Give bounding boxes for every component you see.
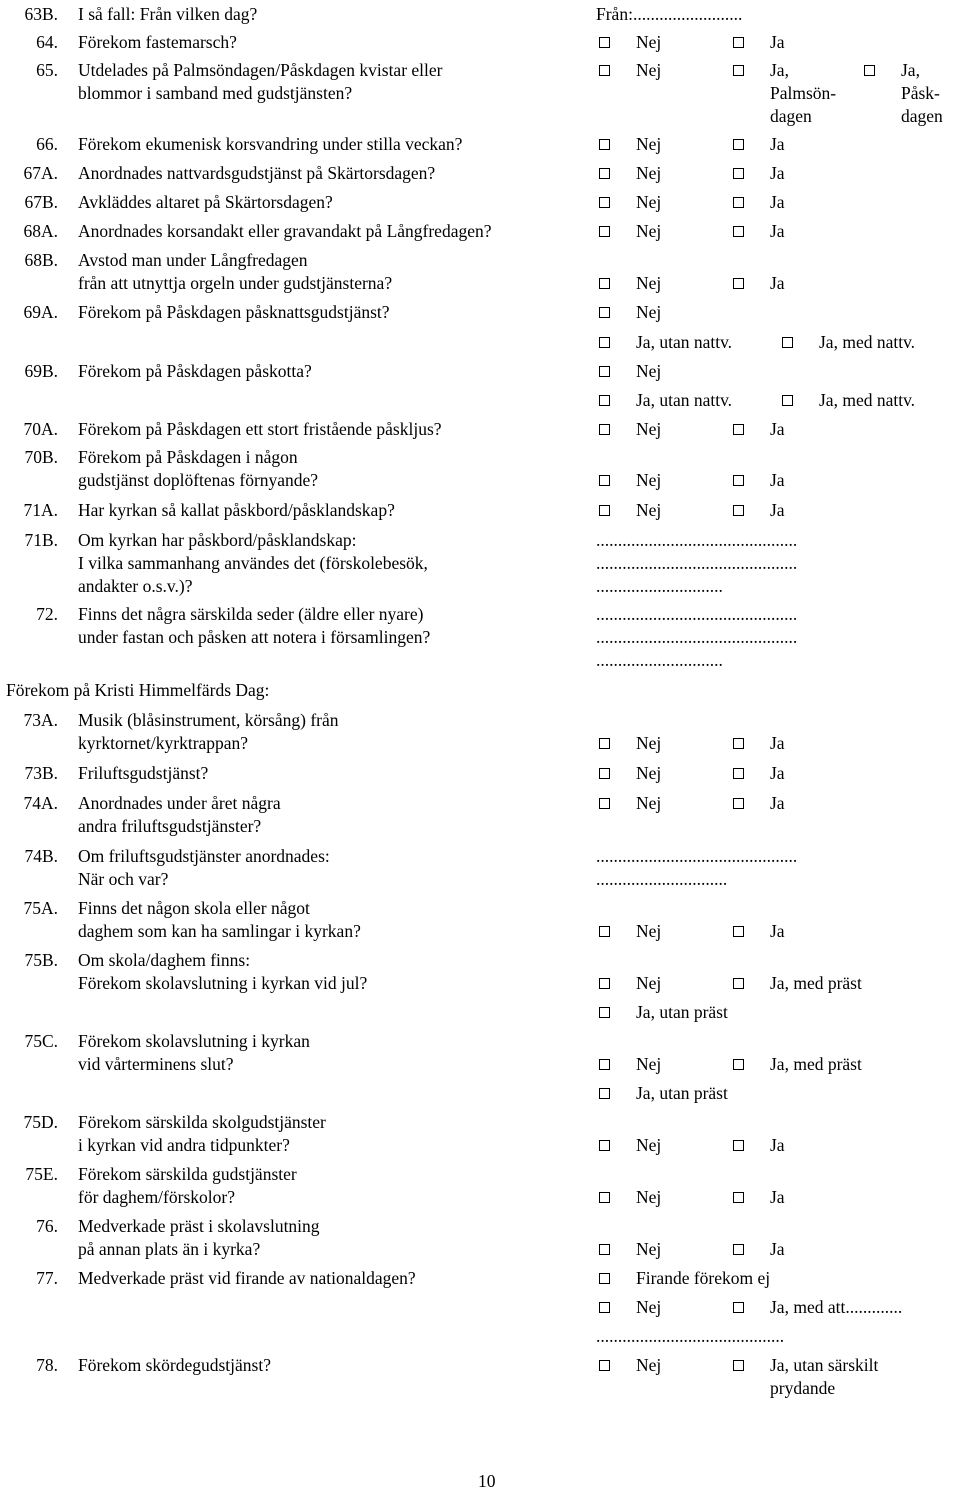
checkbox[interactable] [733,65,744,76]
answer-line: .............................................. [596,846,798,866]
question-number: 77. [36,1268,58,1288]
checkbox[interactable] [599,1273,610,1284]
option-label: Ja [770,273,785,293]
option-label: Ja [770,921,785,941]
question-text: på annan plats än i kyrka? [78,1239,261,1259]
option-label: Nej [636,273,662,293]
checkbox[interactable] [599,798,610,809]
question-text: Förekom fastemarsch? [78,32,237,52]
question-text: I så fall: Från vilken dag? [78,4,258,24]
option-label: Ja [770,1187,785,1207]
checkbox[interactable] [599,168,610,179]
question-text: andakter o.s.v.)? [78,576,193,596]
question-text: för daghem/förskolor? [78,1187,235,1207]
option-label: Nej [636,973,662,993]
option-label: Ja, med nattv. [819,332,916,352]
answer-line: Ja, med att............. [770,1297,903,1317]
answer-line: .............................................. [596,530,798,550]
option-label: Nej [636,419,662,439]
question-number: 76. [36,1216,58,1236]
question-number: 68A. [23,221,58,241]
option-label: Firande förekom ej [636,1268,771,1288]
option-label: dagen [770,106,812,126]
question-text: Förekom på Påskdagen i någon [78,447,298,467]
option-label: Nej [636,763,662,783]
option-label: Ja [770,32,785,52]
checkbox[interactable] [599,1088,610,1099]
question-text: Musik (blåsinstrument, körsång) från [78,710,339,730]
question-text: från att utnyttja orgeln under gudstjänsterna? [78,273,393,293]
checkbox[interactable] [599,1140,610,1151]
option-label: Ja, utan nattv. [636,332,733,352]
option-label: Nej [636,1297,662,1317]
answer-line: ............................. [596,650,723,670]
checkbox[interactable] [733,505,744,516]
option-label: Nej [636,163,662,183]
question-text: Avkläddes altaret på Skärtorsdagen? [78,192,333,212]
answer-line: .............................................. [596,553,798,573]
question-text: blommor i samband med gudstjänsten? [78,83,353,103]
checkbox[interactable] [599,1007,610,1018]
option-label: Nej [636,1355,662,1375]
checkbox[interactable] [733,37,744,48]
question-text: Medverkade präst vid firande av nationaldagen? [78,1268,416,1288]
question-text: gudstjänst doplöftenas förnyande? [78,470,319,490]
question-text: Anordnades nattvardsgudstjänst på Skärtorsdagen? [78,163,436,183]
checkbox[interactable] [733,1140,744,1151]
option-label: Ja [770,134,785,154]
question-number: 75B. [24,950,58,970]
checkbox[interactable] [733,738,744,749]
checkbox[interactable] [733,1360,744,1371]
checkbox[interactable] [864,65,875,76]
option-label: Ja [770,470,785,490]
question-text: Förekom särskilda skolgudstjänster [78,1112,326,1132]
option-label: prydande [770,1378,836,1398]
section-heading: Förekom på Kristi Himmelfärds Dag: [6,680,270,700]
checkbox[interactable] [599,738,610,749]
question-number: 69A. [23,302,58,322]
option-label: Ja [770,192,785,212]
question-number: 75A. [23,898,58,918]
question-text: Utdelades på Palmsöndagen/Påskdagen kvistar eller [78,60,443,80]
checkbox[interactable] [599,226,610,237]
checkbox[interactable] [782,395,793,406]
option-label: Ja, med präst [770,973,862,993]
checkbox[interactable] [599,424,610,435]
option-label: Nej [636,500,662,520]
option-label: Ja [770,733,785,753]
answer-line: ............................. [596,576,723,596]
question-text: I vilka sammanhang användes det (förskolebesök, [78,553,428,573]
answer-line: .............................................. [596,604,798,624]
checkbox[interactable] [599,366,610,377]
question-text: andra friluftsgudstjänster? [78,816,262,836]
option-label: Ja [770,1239,785,1259]
checkbox[interactable] [599,307,610,318]
question-text: Anordnades under året några [78,793,281,813]
checkbox[interactable] [733,798,744,809]
option-label: Nej [636,60,662,80]
question-text: Medverkade präst i skolavslutning [78,1216,320,1236]
question-text: Om kyrkan har påskbord/påsklandskap: [78,530,357,550]
checkbox[interactable] [733,1192,744,1203]
option-label: Ja [770,763,785,783]
option-label: Nej [636,1054,662,1074]
question-text: Finns det någon skola eller något [78,898,310,918]
question-number: 73B. [24,763,58,783]
option-label: Nej [636,1239,662,1259]
checkbox[interactable] [782,337,793,348]
question-number: 75E. [25,1164,58,1184]
checkbox[interactable] [733,168,744,179]
option-label: Nej [636,733,662,753]
checkbox[interactable] [599,978,610,989]
question-number: 75D. [23,1112,58,1132]
option-label: Ja [770,419,785,439]
checkbox[interactable] [599,139,610,150]
question-number: 71A. [23,500,58,520]
question-text: Om friluftsgudstjänster anordnades: [78,846,330,866]
checkbox[interactable] [599,505,610,516]
checkbox[interactable] [733,278,744,289]
question-number: 67B. [24,192,58,212]
question-number: 70A. [23,419,58,439]
question-text: Förekom på Påskdagen ett stort fristående påskljus? [78,419,442,439]
checkbox[interactable] [599,278,610,289]
answer-line: Från:......................... [596,4,743,24]
question-text: Finns det några särskilda seder (äldre eller nyare) [78,604,424,624]
question-text: Förekom ekumenisk korsvandring under stilla veckan? [78,134,463,154]
option-label: Palmsön- [770,83,837,103]
question-text: Förekom på Påskdagen påsknattsgudstjänst? [78,302,390,322]
answer-line: .............................. [596,869,728,889]
option-label: Ja, utan präst [636,1083,728,1103]
option-label: Ja, [770,60,789,80]
option-label: Ja, utan nattv. [636,390,733,410]
question-number: 71B. [24,530,58,550]
option-label: Nej [636,921,662,941]
option-label: Nej [636,361,662,381]
checkbox[interactable] [599,926,610,937]
checkbox[interactable] [733,424,744,435]
question-number: 74B. [24,846,58,866]
option-label: Nej [636,1135,662,1155]
checkbox[interactable] [733,139,744,150]
question-number: 69B. [24,361,58,381]
question-text: Friluftsgudstjänst? [78,763,209,783]
option-label: Nej [636,134,662,154]
checkbox[interactable] [599,1360,610,1371]
option-label: dagen [901,106,943,126]
question-text: vid vårterminens slut? [78,1054,234,1074]
checkbox[interactable] [599,768,610,779]
question-number: 65. [36,60,58,80]
question-text: under fastan och påsken att notera i församlingen? [78,627,431,647]
question-number: 67A. [23,163,58,183]
checkbox[interactable] [733,1059,744,1070]
checkbox[interactable] [733,1302,744,1313]
question-number: 70B. [24,447,58,467]
checkbox[interactable] [599,1244,610,1255]
option-label: Nej [636,221,662,241]
option-label: Nej [636,1187,662,1207]
checkbox[interactable] [599,395,610,406]
option-label: Ja, med präst [770,1054,862,1074]
question-text: daghem som kan ha samlingar i kyrkan? [78,921,361,941]
question-text: i kyrkan vid andra tidpunkter? [78,1135,290,1155]
question-number: 73A. [23,710,58,730]
checkbox[interactable] [733,978,744,989]
question-text: Förekom särskilda gudstjänster [78,1164,297,1184]
question-text: kyrktornet/kyrktrappan? [78,733,249,753]
option-label: Ja, med nattv. [819,390,916,410]
question-text: Förekom skördegudstjänst? [78,1355,271,1375]
question-text: Förekom skolavslutning i kyrkan [78,1031,310,1051]
checkbox[interactable] [599,197,610,208]
option-label: Nej [636,192,662,212]
checkbox[interactable] [599,1059,610,1070]
checkbox[interactable] [733,1244,744,1255]
option-label: Nej [636,793,662,813]
question-number: 74A. [23,793,58,813]
answer-line: ........................................... [596,1326,785,1346]
option-label: Ja [770,793,785,813]
checkbox[interactable] [599,337,610,348]
question-text: Har kyrkan så kallat påskbord/påsklandskap? [78,500,395,520]
option-label: Ja, utan särskilt [770,1355,879,1375]
option-label: Nej [636,302,662,322]
question-number: 68B. [24,250,58,270]
option-label: Ja [770,1135,785,1155]
option-label: Ja, [901,60,920,80]
checkbox[interactable] [733,475,744,486]
checkbox[interactable] [599,1192,610,1203]
checkbox[interactable] [733,226,744,237]
question-number: 63B. [24,4,58,24]
option-label: Nej [636,470,662,490]
question-text: Förekom skolavslutning i kyrkan vid jul? [78,973,368,993]
question-number: 72. [36,604,58,624]
question-number: 64. [36,32,58,52]
question-text: Avstod man under Långfredagen [78,250,308,270]
question-number: 78. [36,1355,58,1375]
question-text: Om skola/daghem finns: [78,950,251,970]
option-label: Ja [770,500,785,520]
checkbox[interactable] [599,1302,610,1313]
option-label: Påsk- [901,83,940,103]
question-text: Förekom på Påskdagen påskotta? [78,361,312,381]
option-label: Nej [636,32,662,52]
checkbox[interactable] [599,65,610,76]
option-label: Ja [770,163,785,183]
checkbox[interactable] [599,37,610,48]
answer-line: .............................................. [596,627,798,647]
question-text: När och var? [78,869,169,889]
page-number: 10 [478,1471,496,1491]
option-label: Ja [770,221,785,241]
question-number: 66. [36,134,58,154]
question-number: 75C. [24,1031,58,1051]
option-label: Ja, utan präst [636,1002,728,1022]
checkbox[interactable] [733,768,744,779]
question-text: Anordnades korsandakt eller gravandakt på Långfredagen? [78,221,492,241]
checkbox[interactable] [599,475,610,486]
checkbox[interactable] [733,197,744,208]
checkbox[interactable] [733,926,744,937]
